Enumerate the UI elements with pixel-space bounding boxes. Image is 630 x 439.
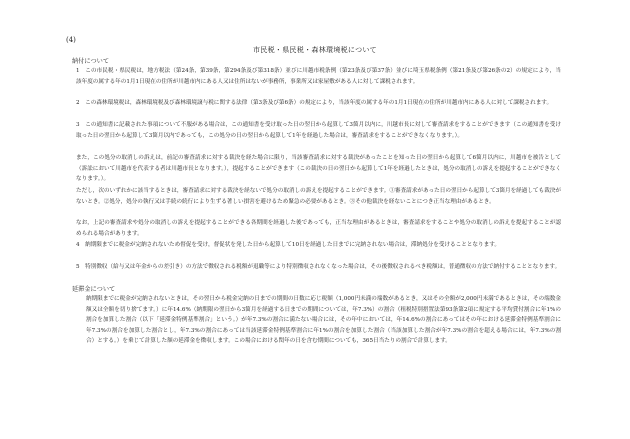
- page-title: 市民税・県民税・森林環境税について: [253, 46, 377, 54]
- paragraph-5: ただし，次のいずれかに該当するときは，審査請求に対する裁決を経ないで処分の取消しの訴えを提起することができます。①審査請求があった日の翌日から起算して3箇月を経過しても裁決がないとき。②処分，処分の執行又は手続の続行により生ずる著しい損害を避けるため緊急の必要があるとき。③その他裁決を経ないことにつき正当な理由があるとき。: [76, 188, 561, 205]
- paragraph-8: 5 特別徴収（給与又は年金からの差引き）の方法で徴収される税額が退職等により特別徴収されなくなった場合は，その後徴収されるべき税額は，普通徴収の方法で納付することとなります。: [76, 264, 561, 270]
- paragraph-7: 4 納期限までに税金が完納されないため督促を受け，督促状を発した日から起算して10日を経過した日までに完納されない場合は，滞納処分を受けることとなります。: [76, 242, 500, 248]
- heading-late-fee: 延滞金について: [72, 286, 116, 293]
- paragraph-2: 2 この森林環境税は，森林環境税及び森林環境譲与税に関する法律（第3条及び第6条）の規定により，当該年度の属する年の1月1日現在の住所が川越市内にある人に対して課税されます。: [76, 100, 553, 106]
- paragraph-3: 3 この通知書に記載された事項について不服がある場合は，この通知書を受け取った日の翌日から起算して3箇月以内に，川越市長に対して審査請求をすることができます（この通知書を受け取った日の翌日から起算して3箇月以内であっても，この処分の日の翌日から起算して1年を経過した場合は，審査請求をすることができなくなります。）。: [76, 122, 561, 139]
- paragraph-4: また，この処分の取消しの訴えは，前記の審査請求に対する裁決を経た場合に限り，当該審査請求に対する裁決があったことを知った日の翌日から起算して6箇月以内に，川越市を被告として（訴訟において川越市を代表する者は川越市長となります。），提起することができます（この裁決の日の翌日から起算して1年を経過したときは，処分の取消しの訴えを提起することができなくなります。）。: [76, 155, 561, 183]
- heading-payment: 納付について: [72, 58, 110, 65]
- paragraph-6: なお，上記の審査請求や処分の取消しの訴えを提起することができる各期間を経過した後であっても，正当な理由があるときは，審査請求をすることや処分の取消しの訴えを提起することが認められる場合があります。: [76, 220, 561, 237]
- paragraph-late-fee: 納期限までに税金が完納されないときは，その翌日から税金完納の日までの期間の日数に応じ税額（1,000円未満の端数があるとき，又はその全額が2,000円未満であるときは，その端数金額又は全額を切り捨てます。）に年14.6%（納期限の翌日から3箇月を経過する日までの期間については，年7.3%）の割合（租税特別措置法第93条第2項に規定する平均貸付割合に年1%の割合を加算した割合（以下「延滞金特例基準割合」という。）が年7.3%の割合に満たない場合には，その年中においては，年14.6%の割合にあってはその年における延滞金特例基準割合に年7.3%の割合を加算した割合とし，年7.3%の割合にあっては当該延滞金特例基準割合に年1%の割合を加算した割合（当該加算した割合が年7.3%の割合を超える場合には，年7.3%の割合）とする。）を乗じて計算した額の延滞金を徴収します。この場合における閏年の日を含む期間についても，365日当たりの割合で計算します。: [86, 296, 561, 345]
- section-number: (4): [66, 36, 76, 44]
- paragraph-1: 1 この市民税・県民税は，地方税法（第24条，第39条，第294条及び第318条）並びに川越市税条例（第23条及び第37条）並びに埼玉県税条例（第21条及び第26条の2）の規定により，当該年度の属する年の1月1日現在の住所が川越市内にある人又は住所はないが事務所，事業所又は家屋敷がある人に対して課税されます。: [76, 68, 561, 85]
